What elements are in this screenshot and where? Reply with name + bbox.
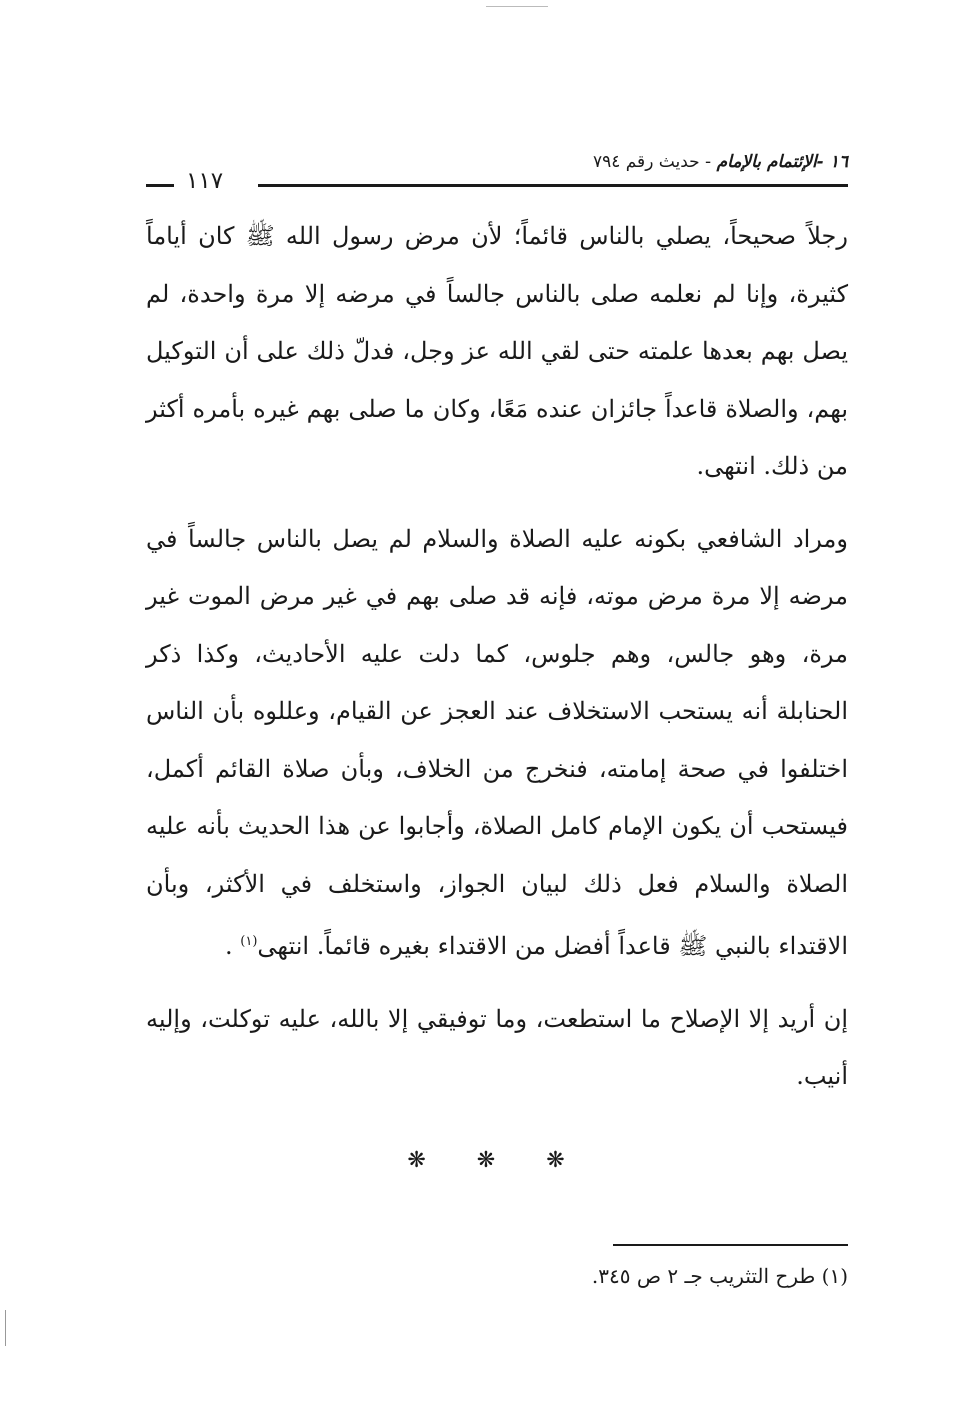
page-number-dash [146, 184, 174, 187]
footnote-reference[interactable]: (١) [240, 934, 258, 949]
chapter-title: ١٦ -الإئتمام بالإمام [716, 152, 848, 172]
paragraph-3: إن أريد إلا الإصلاح ما استطعت، وما توفيقي إلا بالله، عليه توكلت، وإليه أنيب. [146, 1004, 848, 1090]
top-decorative-rule [486, 6, 548, 7]
header-rule [258, 184, 848, 187]
paragraph-2-tail: . [225, 932, 241, 960]
header-title [593, 152, 848, 172]
footnote-rule [613, 1244, 848, 1246]
page-number: ١١٧ [186, 168, 224, 194]
running-header [146, 150, 848, 196]
hadith-reference: - حديث رقم ٧٩٤ [592, 152, 717, 172]
paragraph-2-text: ومراد الشافعي بكونه عليه الصلاة والسلام لم يصل بالناس جالساً في مرضه إلا مرة مرض موته، فإنه قد صلى بهم في غير مرض الموت غير مرة، وهو جالس، وهم جلوس، كما دلت عليه الأحاديث، وكذا ذكر الحنابلة أنه يستحب الاستخلاف عند العجز عن القيام، وعللوه بأن الناس اختلفوا في صحة إمامته، فنخرج من الخلاف، وبأن صلاة القائم أكمل، فيستحب أن يكون الإمام كامل الصلاة، وأجابوا عن هذا الحديث بأنه عليه الصلاة والسلام فعل ذلك لبيان الجواز، واستخلف في الأكثر، وبأن الاقتداء بالنبي ﷺ قاعداً أفضل من الاقتداء بغيره قائماً. انتهى [146, 524, 848, 960]
footnote: (١) طرح التثريب جـ ٢ ص ٣٤٥. [591, 1264, 848, 1288]
margin-mark [5, 1310, 6, 1346]
section-separator: ❋ ❋ ❋ [407, 1148, 587, 1173]
paragraph-1: رجلاً صحيحاً، يصلي بالناس قائماً؛ لأن مرض رسول الله ﷺ كان أياماً كثيرة، وإنا لم نعلمه صلى بالناس جالساً في مرضه إلا مرة واحدة، لم يصل بهم بعدها علمته حتى لقي الله عز وجل، فدلّ ذلك على أن التوكيل بهم، والصلاة قاعداً جائزان عنده مَعًا، وكان ما صلى بهم غيره بأمره أكثر من ذلك. انتهى. [146, 222, 848, 480]
main-text [146, 208, 848, 1121]
paragraph-2 [146, 511, 848, 976]
